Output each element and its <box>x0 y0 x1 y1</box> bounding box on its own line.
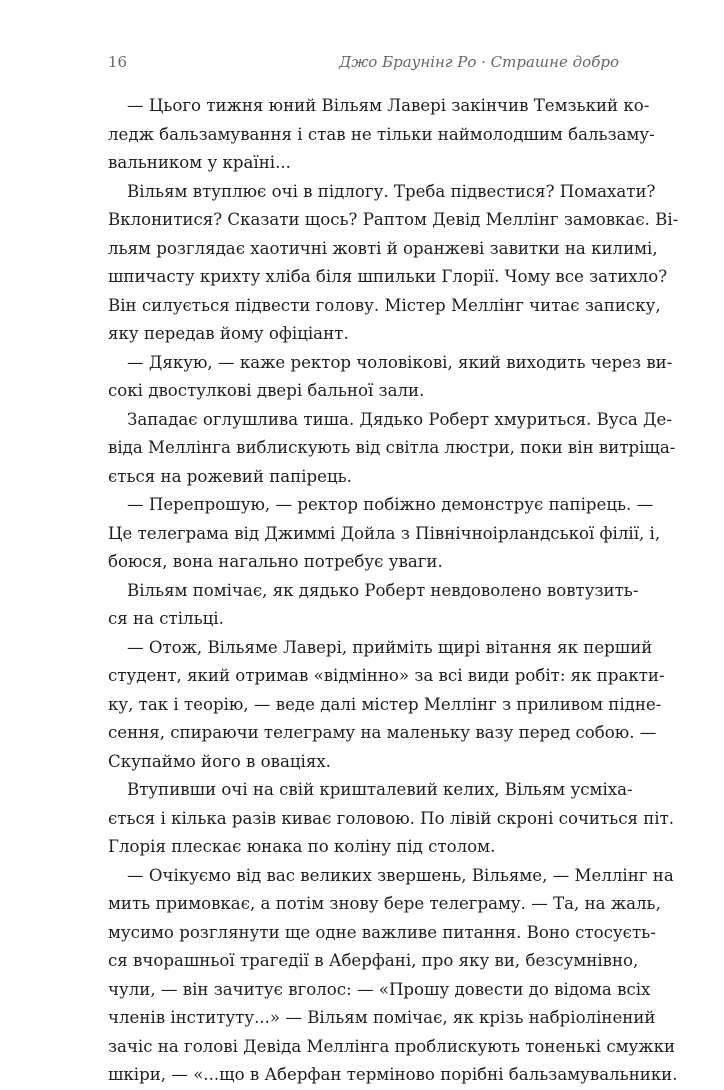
text-line: ку, так і теорію, — веде далі містер Меллінг з приливом підне- <box>108 694 662 714</box>
text-line: мусимо розглянути ще одне важливе питання. Воно стосуєть- <box>108 922 656 942</box>
text-line: — Цього тижня юний Вільям Лавері закінчив Темзький ко- <box>127 96 650 115</box>
text-line: Втупивши очі на свій кришталевий келих, Вільям усміха- <box>127 780 633 799</box>
text-line: ється на рожевий папірець. <box>108 466 352 486</box>
text-line: віда Меллінга виблискують від світла люстри, поки він витріща- <box>108 438 676 457</box>
text-line: ся на стільці. <box>108 609 224 628</box>
running-head <box>108 52 619 72</box>
text-line: Скупаймо його в оваціях. <box>108 751 331 771</box>
text-line: членів інституту...» — Вільям помічає, як крізь набріолінений <box>108 1008 656 1027</box>
text-line: Він силується підвести голову. Містер Меллінг читає записку, <box>108 295 661 315</box>
text-line: яку передав йому офіціант. <box>108 324 349 343</box>
text-line: Вільям втуплює очі в підлогу. Треба підвестися? Помахати? <box>127 181 656 201</box>
text-line: ється і кілька разів киває головою. По лівій скроні сочиться піт. <box>108 808 675 828</box>
text-line: Вклонитися? Сказати щось? Раптом Девід Меллінг замовкає. Ві- <box>108 210 679 229</box>
body-text <box>108 92 679 1090</box>
text-line: Западає оглушлива тиша. Дядько Роберт хмуриться. Вуса Де- <box>127 409 672 429</box>
text-line: мить примовкає, а потім знову бере телеграму. — Та, на жаль, <box>108 894 661 913</box>
text-line: чули, — він зачитує вголос: — «Прошу довести до відома всіх <box>108 979 651 999</box>
text-line: Це телеграма від Джиммі Дойла з Північноірландської філії, і, <box>108 523 661 543</box>
page-number: 16 <box>108 53 128 71</box>
text-line: зачіс на голові Девіда Меллінга проблискують тоненькі смужки <box>108 1036 676 1056</box>
text-line: шпичасту крихту хліба біля шпильки Глорії. Чому все затихло? <box>108 267 668 286</box>
text-line: ся вчорашньої трагедії в Аберфані, про яку ви, безсумнівно, <box>108 951 639 970</box>
text-line: — Дякую, — каже ректор чоловікові, який виходить через ви- <box>127 352 673 372</box>
text-line: боюся, вона нагально потребує уваги. <box>108 552 443 571</box>
text-line: — Перепрошую, — ректор побіжно демонструє папірець. — <box>127 495 654 514</box>
text-line: — Очікуємо від вас великих звершень, Вільяме, — Меллінг на <box>127 865 674 885</box>
text-line: шкіри, — «...що в Аберфан терміново порібні бальзамувальники. <box>108 1065 678 1084</box>
text-line: — Отож, Вільяме Лавері, прийміть щирі вітання як перший <box>127 637 653 657</box>
running-head-title: Джо Браунінг Ро · Страшне добро <box>339 53 619 71</box>
text-line: Вільям помічає, як дядько Роберт невдоволено вовтузить- <box>127 580 639 600</box>
text-line: Глорія плескає юнака по коліну під столом. <box>108 837 496 856</box>
text-line: сення, спираючи телеграму на маленьку вазу перед собою. — <box>108 723 657 742</box>
text-line: ледж бальзамування і став не тільки наймолодшим бальзаму- <box>108 124 655 144</box>
text-line: льям розглядає хаотичні жовті й оранжеві завитки на килимі, <box>108 238 658 258</box>
text-line: вальником у країні... <box>108 153 291 172</box>
text-line: студент, який отримав «відмінно» за всі види робіт: як практи- <box>108 666 665 685</box>
text-line: сокі двостулкові двері бальної зали. <box>108 381 425 400</box>
